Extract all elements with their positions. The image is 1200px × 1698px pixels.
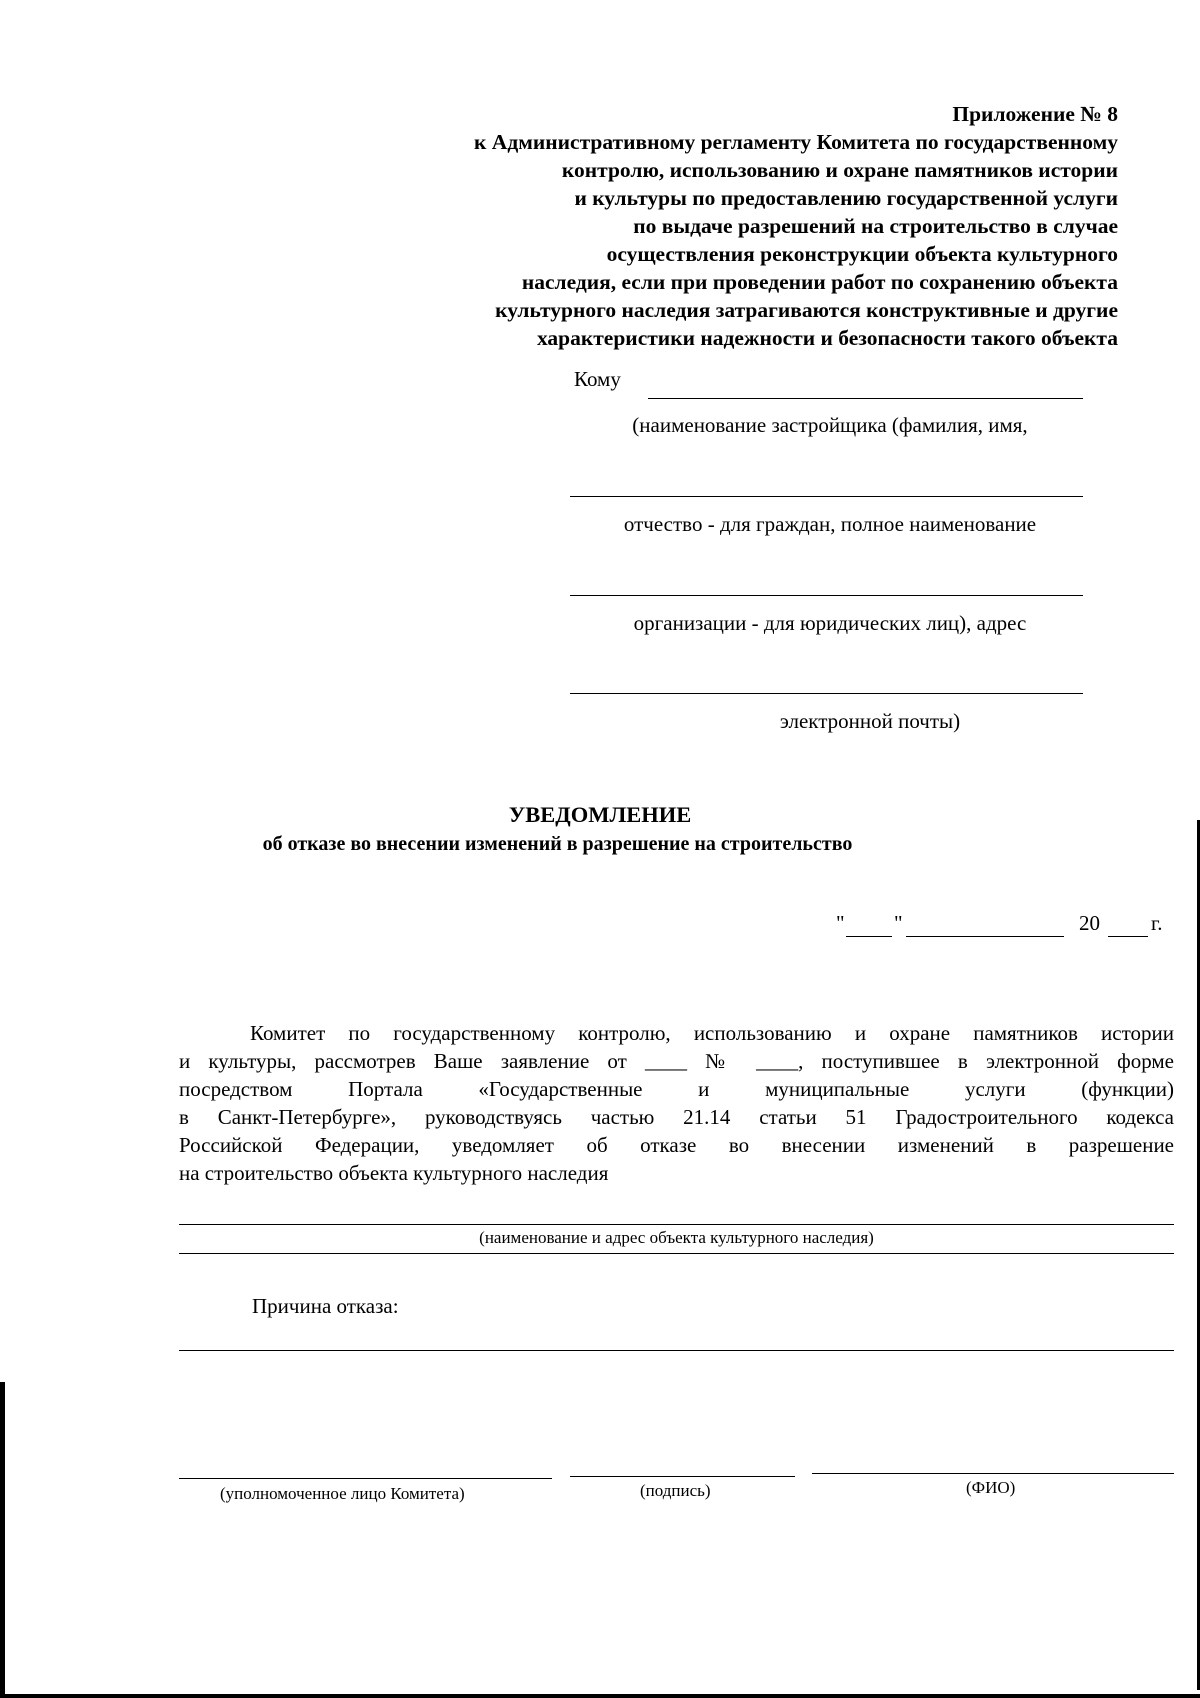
recipient-line-1	[648, 398, 1083, 399]
recipient-line-2	[570, 496, 1083, 497]
body-line: Комитет по государственному контролю, использованию и охране памятников истории	[250, 1021, 1174, 1045]
header-line: наследия, если при проведении работ по сохранению объекта	[521, 270, 1118, 294]
body-line-last: на строительство объекта культурного наследия	[179, 1161, 609, 1185]
date-year-line	[1108, 936, 1148, 937]
body-line: в Санкт-Петербурге», руководствуясь частью 21.14 статьи 51 Градостроительного кодекса	[179, 1105, 1174, 1129]
body-line: и культуры, рассмотрев Ваше заявление от ____ № ____, поступившее в электронной форме	[179, 1049, 1174, 1073]
date-day-line	[846, 936, 892, 937]
header-line: Приложение № 8	[952, 102, 1118, 126]
recipient-hint-1: (наименование застройщика (фамилия, имя,	[632, 413, 1028, 437]
header-line: осуществления реконструкции объекта культурного	[606, 242, 1118, 266]
signature-line	[570, 1476, 795, 1477]
reason-line	[179, 1350, 1174, 1351]
header-line: и культуры по предоставлению государственной услуги	[574, 186, 1118, 210]
date-quote-open: "	[836, 911, 845, 935]
object-line-1	[179, 1224, 1174, 1225]
header-line: к Административному регламенту Комитета по государственному	[474, 130, 1118, 154]
appendix-header	[358, 100, 1118, 352]
reason-label: Причина отказа:	[252, 1294, 399, 1318]
recipient-label: Кому	[574, 367, 621, 391]
scan-edge-left	[0, 1382, 5, 1698]
date-year-suffix: г.	[1151, 911, 1163, 935]
body-line: посредством Портала «Государственные и муниципальные услуги (функции)	[179, 1077, 1174, 1101]
header-line: по выдаче разрешений на строительство в случае	[633, 214, 1118, 238]
date-month-line	[906, 936, 1064, 937]
date-quote-close: "	[894, 911, 903, 935]
body-line: Российской Федерации, уведомляет об отказе во внесении изменений в разрешение	[179, 1133, 1174, 1157]
header-line: контролю, использованию и охране памятников истории	[561, 158, 1118, 182]
scan-edge-bottom	[0, 1694, 1200, 1698]
notice-subtitle: об отказе во внесении изменений в разрешение на строительство	[262, 833, 853, 855]
header-line: характеристики надежности и безопасности такого объекта	[536, 326, 1118, 350]
date-year-prefix: 20	[1079, 911, 1100, 935]
recipient-line-4	[570, 693, 1083, 694]
recipient-hint-3: организации - для юридических лиц), адрес	[633, 611, 1027, 635]
recipient-hint-4: электронной почты)	[779, 709, 961, 733]
official-caption: (уполномоченное лицо Комитета)	[220, 1484, 465, 1503]
header-line: культурного наследия затрагиваются конструктивные и другие	[495, 298, 1118, 322]
recipient-hint-2: отчество - для граждан, полное наименование	[623, 512, 1037, 536]
name-line	[812, 1473, 1174, 1474]
official-line	[179, 1478, 552, 1479]
object-hint: (наименование и адрес объекта культурного наследия)	[479, 1228, 874, 1247]
name-caption: (ФИО)	[966, 1478, 1016, 1497]
recipient-line-3	[570, 595, 1083, 596]
object-line-2	[179, 1253, 1174, 1254]
notice-title: УВЕДОМЛЕНИЕ	[508, 802, 692, 827]
signature-caption: (подпись)	[640, 1481, 711, 1500]
